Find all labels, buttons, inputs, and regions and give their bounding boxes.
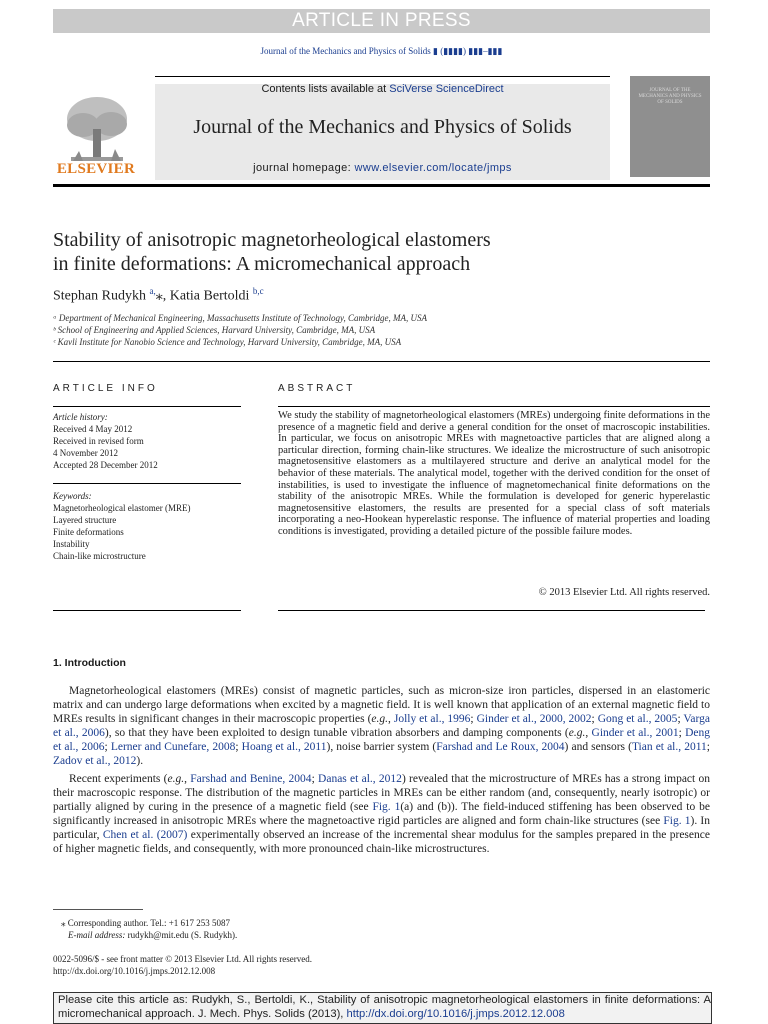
body-text: ; <box>677 713 684 726</box>
article-info-bottom-rule <box>53 610 241 611</box>
body-text: ) revealed that the microstructure of MREs has a strong impact on their macroscopic response. The distribution of the magnetic particles in MREs can be either random (and, consequently, nearly isotropic) or partially aligned by curing in the presence of a magnetic field (see <box>53 773 710 814</box>
citation-link[interactable]: Ginder et al., 2001 <box>591 727 679 740</box>
keyword-item: Layered structure <box>53 515 117 525</box>
citation-link[interactable]: Varga et al., 2006 <box>53 713 710 740</box>
keywords-label: Keywords: <box>53 491 92 501</box>
history-item: Received 4 May 2012 <box>53 424 133 434</box>
contents-prefix: Contents lists available at <box>261 83 390 95</box>
journal-citation-line[interactable]: Journal of the Mechanics and Physics of Solids ▮ (▮▮▮▮) ▮▮▮–▮▮▮ <box>260 46 503 56</box>
citation-link[interactable]: Gong et al., 2005 <box>597 713 678 726</box>
intro-paragraph-1 <box>53 684 710 769</box>
author-rudykh-affil[interactable]: a, <box>149 286 156 296</box>
citation-link[interactable]: Chen et al. (2007) <box>102 829 188 842</box>
history-item: Accepted 28 December 2012 <box>53 460 158 470</box>
paper-title-line-1: Stability of anisotropic magnetorheological elastomers <box>53 229 491 251</box>
body-text: Magnetorheological elastomers (MREs) consist of magnetic particles, such as micron-size iron particles, dispersed in an elastomeric matrix and can undergo large deformations when excited by a magnetic field. It is well known that application of an external magnetic field to MREs results in significant changes in their macroscopic properties ( <box>53 685 710 726</box>
author-rudykh[interactable]: Stephan Rudykh <box>53 288 146 304</box>
please-cite-box <box>53 992 712 1024</box>
body-text: Recent experiments ( <box>69 773 168 785</box>
article-info-rule <box>53 406 241 407</box>
affiliation-c: ᶜ Kavli Institute for Nanobio Science and Technology, Harvard University, Cambridge, MA, USA <box>53 337 402 347</box>
corresponding-author-note: ⁎ Corresponding author. Tel.: +1 617 253 5087 <box>61 918 231 928</box>
body-text: , <box>388 713 394 726</box>
author-bertoldi[interactable]: Katia Bertoldi <box>169 288 250 304</box>
journal-homepage-line <box>155 162 610 174</box>
author-separator: , <box>162 288 170 304</box>
footnote-rule <box>53 909 143 910</box>
intro-paragraph-2 <box>53 772 710 857</box>
body-text: ), noise barrier system ( <box>326 741 437 754</box>
article-in-press-banner: ARTICLE IN PRESS <box>53 9 710 33</box>
email-address[interactable]: rudykh@mit.edu (S. Rudykh). <box>125 930 238 940</box>
citation-link[interactable]: Zadov et al., 2012 <box>53 755 137 768</box>
citation-link[interactable]: Tian et al., 2011 <box>631 741 707 754</box>
citation-link[interactable]: Farshad and Le Roux, 2004 <box>436 741 565 754</box>
body-text: , <box>585 727 592 740</box>
doi-note[interactable]: http://dx.doi.org/10.1016/j.jmps.2012.12.008 <box>53 966 216 976</box>
citation-link[interactable]: Fig. 1 <box>663 815 691 828</box>
email-note <box>68 929 237 941</box>
abstract-copyright: © 2013 Elsevier Ltd. All rights reserved. <box>538 587 710 598</box>
introduction-heading: 1. Introduction <box>53 657 126 669</box>
citation-link[interactable]: Danas et al., 2012 <box>318 773 402 785</box>
affiliation-b: ᵇ School of Engineering and Applied Sciences, Harvard University, Cambridge, MA, USA <box>53 325 376 335</box>
abstract-text: We study the stability of magnetorheological elastomers (MREs) undergoing finite deformations in the presence of a magnetic field and derive a general condition for the onset of macroscopic instabilities. In particular, we focus on anisotropic MREs with magnetoactive particles that are aligned along a particular direction, forming chain-like structures. We idealize the microstructure of such anisotropic magnetosensitive elastomers as a multilayered structure and derive an analytical model for the behavior of these materials. The analytical model, together with the derived condition for the onset of instabilities, is used to investigate the influence of magnetomechanical finite deformations on the stability of the anisotropic MREs. While the formulation is developed for generic hyperelastic magnetosensitive elastomers, the results are presented for a special class of soft materials incorporating a neo-Hookean hyperelastic response. The influence of material properties and loading conditions is investigated, providing a detailed picture of the possible failure modes. <box>278 410 710 537</box>
journal-cover-text: JOURNAL OF THE MECHANICS AND PHYSICS OF SOLIDS <box>638 88 702 105</box>
contents-line <box>155 83 610 95</box>
body-text: ). In particular, <box>53 815 710 842</box>
keyword-item: Magnetorheological elastomer (MRE) <box>53 503 191 513</box>
body-text: experimentally observed an increase of the incremental shear modulus for the samples prepared in the presence of higher magnetic fields, and consequently, with more pronounced chain-like microstructures. <box>53 829 710 856</box>
author-bertoldi-affil[interactable]: b,c <box>252 286 264 296</box>
body-text: ; <box>311 773 319 785</box>
paper-title-line-2: in finite deformations: A micromechanical approach <box>53 253 471 275</box>
header-top-rule <box>155 76 610 77</box>
citation-link[interactable]: Deng et al., 2006 <box>53 727 710 754</box>
emphasis-text: e.g. <box>167 773 185 785</box>
abstract-rule <box>278 406 710 407</box>
citation-link[interactable]: Lerner and Cunefare, 2008 <box>110 741 236 754</box>
homepage-link[interactable]: www.elsevier.com/locate/jmps <box>354 162 512 174</box>
citation-link[interactable]: Hoang et al., 2011 <box>241 741 327 754</box>
body-text: ; <box>470 713 477 726</box>
body-text: ; <box>706 741 710 754</box>
email-label: E-mail address: <box>68 930 126 940</box>
keyword-item: Instability <box>53 539 90 549</box>
body-text: ; <box>235 741 242 754</box>
paper-title <box>53 228 653 276</box>
affiliation-a: ᵃ Department of Mechanical Engineering, Massachusetts Institute of Technology, Cambridge, MA, USA <box>53 313 427 323</box>
title-block-rule <box>53 361 710 362</box>
abstract-heading: ABSTRACT <box>278 383 356 394</box>
journal-title: Journal of the Mechanics and Physics of Solids <box>193 116 572 138</box>
front-matter-note: 0022-5096/$ - see front matter © 2013 Elsevier Ltd. All rights reserved. <box>53 954 313 964</box>
emphasis-text: e.g. <box>568 727 586 740</box>
history-keywords-rule <box>53 483 241 484</box>
keyword-item: Finite deformations <box>53 527 124 537</box>
corresponding-star[interactable]: ⁎ <box>155 288 163 304</box>
citation-link[interactable]: Jolly et al., 1996 <box>393 713 471 726</box>
sciencedirect-link[interactable]: SciVerse ScienceDirect <box>389 83 504 95</box>
keyword-item: Chain-like microstructure <box>53 551 146 561</box>
citation-link[interactable]: Fig. 1 <box>372 801 401 814</box>
history-item: Received in revised form <box>53 436 144 446</box>
article-history-label: Article history: <box>53 412 108 422</box>
body-text: ; <box>591 713 598 726</box>
header-bottom-rule <box>53 184 710 187</box>
body-text: ) and sensors ( <box>564 741 632 754</box>
article-info-heading: ARTICLE INFO <box>53 383 158 394</box>
body-text: ), so that they have been exploited to design tunable vibration absorbers and damping components ( <box>104 727 569 740</box>
elsevier-wordmark: ELSEVIER <box>56 161 136 177</box>
body-text: ; <box>104 741 111 754</box>
cite-doi-link[interactable]: http://dx.doi.org/10.1016/j.jmps.2012.12.008 <box>346 1008 565 1020</box>
body-text: ; <box>678 727 686 740</box>
abstract-bottom-rule <box>278 610 705 611</box>
citation-link[interactable]: Farshad and Benine, 2004 <box>190 773 312 785</box>
body-text: , <box>184 773 191 785</box>
homepage-prefix: journal homepage: <box>253 162 355 174</box>
body-text: (a) and (b)). The field-induced stiffening has been observed to be significantly increased in anisotropic MREs where the magnetoactive rigid particles are aligned and form chain-like structures (see <box>53 801 711 828</box>
emphasis-text: e.g. <box>371 713 389 726</box>
history-item: 4 November 2012 <box>53 448 118 458</box>
cite-text: Please cite this article as: Rudykh, S., Bertoldi, K., Stability of anisotropic magnetorheological elastomers in finite deformations: A micromechanical approach. J. Mech. Phys. Solids (2013), <box>58 994 711 1020</box>
citation-link[interactable]: Ginder et al., 2000, 2002 <box>476 713 592 726</box>
author-line <box>53 286 264 305</box>
body-text: ). <box>136 755 144 768</box>
